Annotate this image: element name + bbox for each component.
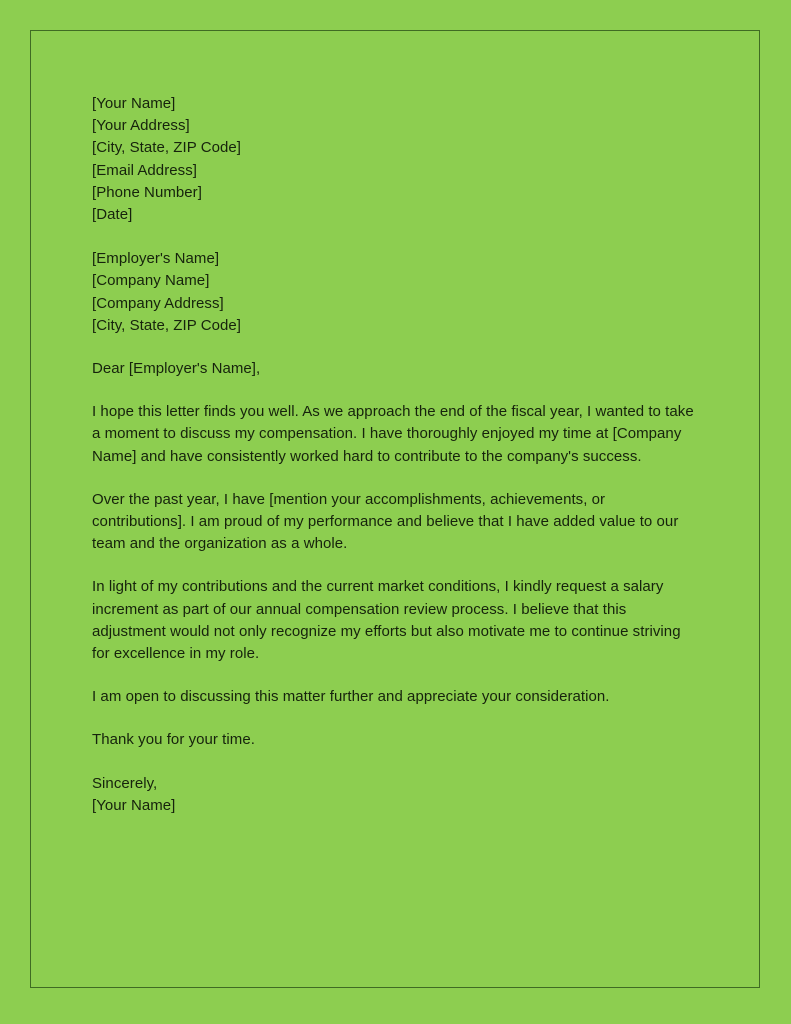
salutation: Dear [Employer's Name], — [92, 360, 261, 378]
closing-block — [92, 773, 702, 817]
spacer — [92, 708, 702, 729]
recipient-line-city-state-zip: [City, State, ZIP Code] — [92, 316, 241, 334]
body-paragraph-1: I hope this letter finds you well. As we approach the end of the fiscal year, I wanted to take a moment to discuss my compensation. I have thoroughly enjoyed my time at [Company Name] and have consistently worked hard to contribute to the company's success. — [92, 403, 694, 465]
spacer — [92, 555, 702, 576]
letter-content — [92, 93, 702, 817]
spacer — [92, 752, 702, 773]
sender-address-block — [92, 93, 702, 226]
recipient-line-company-address: [Company Address] — [92, 294, 224, 312]
spacer — [92, 468, 702, 489]
body-paragraph-2: Over the past year, I have [mention your accomplishments, achievements, or contributions]. I am proud of my performance and believe that I have added value to our team and the organization as a whole. — [92, 490, 679, 553]
recipient-line-employer-name: [Employer's Name] — [92, 250, 220, 268]
sender-line-date: [Date] — [92, 206, 133, 224]
body-paragraph-5: Thank you for your time. — [92, 731, 255, 749]
sender-line-name: [Your Name] — [92, 95, 176, 112]
recipient-address-block — [92, 248, 702, 337]
sender-line-phone: [Phone Number] — [92, 183, 202, 201]
body-paragraph-3: In light of my contributions and the current market conditions, I kindly request a salary increment as part of our annual compensation review process. I believe that this adjustment would not only recognize my efforts but also motivate me to continue striving for excellence in my role. — [92, 578, 681, 663]
spacer — [92, 337, 702, 358]
spacer — [92, 226, 702, 248]
signature-name: [Your Name] — [92, 796, 176, 814]
sender-line-city-state-zip: [City, State, ZIP Code] — [92, 139, 241, 157]
sender-line-address: [Your Address] — [92, 117, 190, 135]
spacer — [92, 665, 702, 686]
recipient-line-company-name: [Company Name] — [92, 272, 210, 290]
sender-line-email: [Email Address] — [92, 161, 197, 179]
valediction: Sincerely, — [92, 774, 158, 792]
body-paragraph-4: I am open to discussing this matter further and appreciate your consideration. — [92, 688, 610, 706]
spacer — [92, 380, 702, 401]
